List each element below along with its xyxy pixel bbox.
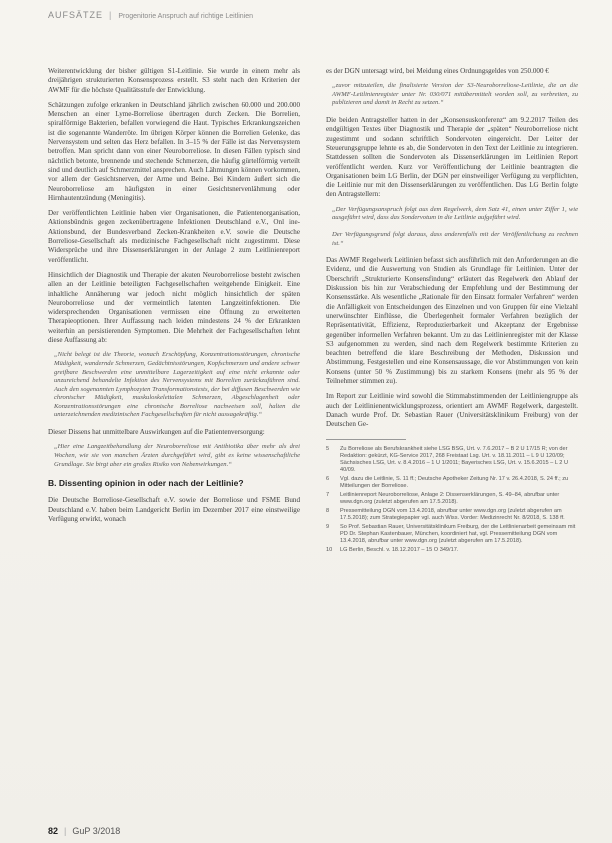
journal-issue: GuP 3/2018 <box>72 826 121 836</box>
footnote <box>326 476 578 490</box>
block-quote: Der Verfügungsgrund folgt daraus, dass anderenfalls mit der Veröffentlichung zu rechnen ist.“ <box>332 230 578 247</box>
footnote-text: LG Berlin, Beschl. v. 18.12.2017 – 15 O 349/17. <box>340 547 459 554</box>
paragraph: es der DGN untersagt wird, bei Meidung eines Ordnungsgeldes von 250.000 € <box>326 67 549 75</box>
footnote-text: Zu Borreliose als Berufskrankheit siehe LSG BSG, Urt. v. 7.6.2017 – B 2 U 17/15 R; von der Redaktion: gekürzt, KG-Service 2017, 268 Freistaat Lsg. Urt. v. 18.11.2011 – L 9 U 120/09; Sächsisches LSG, Urt. v. 8.4.2016 – 1 U 1/2011; Bayerisches LSG, Urt. v. 15.6.2015 – L 2 U 40/09. <box>340 446 569 474</box>
section-label: AUFSÄTZE <box>48 10 104 20</box>
footnote-number: 10 <box>326 547 333 554</box>
footnote <box>326 446 578 474</box>
paragraph: Dieser Dissens hat unmittelbare Auswirkungen auf die Patientenversorgung: <box>48 428 265 437</box>
block-quote: „Nicht belegt ist die Theorie, wonach Erschöpfung, Konzentrationsstörungen, chronische Müdigkeit, wandernde Schmerzen, Gedächtnisstörungen, Kopfschmerzen und andere schwer greifbare Beschwerden eine unmittelbare Lagerzeitigkeit auf eine nicht erkannte oder unzureichend behandelte Infektion des Nervensystems mit Borrelien zurückzuführen sind. Auch den sogenannten Lymphozyten Transformationstests, der bei diffusen Beschwerden wie chronischer Müdigkeit, muskuloskelettalen Schmerzen, Abgeschlagenheit oder Konzentrationsstörungen eine chronische Borreliose nachweisen soll, halten die unterzeichnenden medizinischen Fachgesellschaften für nicht aussagekräftig.“ <box>54 351 300 419</box>
paragraph: Im Report zur Leitlinie wird sowohl die Stimmabstimmenden der Leitliniengruppe als auch der Leitlinienentwicklungsprozess, orientiert am AWMF Regelwerk, dargestellt. Danach wurde Prof. Dr. Sebastian Rauer (Universitätsklinikum Freiburg) von der Deutschen Ge- <box>326 392 578 429</box>
running-header <box>48 10 253 20</box>
block-quote: „zuvor mitzuteilen, die finalisierte Version der S3-Neuroborreliose-Leitlinie, die an die AWMF-Leitlinienregister unter Nr. 030/071 mitübermittelt worden soll, zu verbreiten, zu publizieren und damit in Recht zu setzen.“ <box>332 82 578 107</box>
left-column <box>48 67 300 530</box>
footnote-number: 6 <box>326 476 330 483</box>
block-quote: „Hier eine Langzeitbehandlung der Neuroborreliose mit Antibiotika über mehr als drei Wochen, wie sie von manchen Ärzten durchgeführt wird, gibt es keine wissenschaftliche Grundlage. Sie birgt aber ein großes Risiko von Nebenwirkungen.“ <box>54 443 300 468</box>
page-number: 82 <box>48 826 59 836</box>
paragraph: Der veröffentlichten Leitlinie haben vier Organisationen, die Patientenorganisation, Aktionsbündnis gegen zeckenübertragene Infektionen Deutschland e.V., Onl ine-Aktionsbund, der Bundesverband Zecken-Krankheiten e.V. sowie die Deutsche Borreliose-Gesellschaft als medizinische Fachgesellschaft nicht zugestimmt. Diese Widersprüche und ihre Dissenserklärungen in der Anlage 2 zum Leitlinienreport veröffentlicht. <box>48 209 300 264</box>
block-quote: „Der Verfügungsanspruch folgt aus dem Regelwerk, dem Satz 41, einen unter Ziffer 1, wie ausgeführt wird, dass das Sondervotum in die Leitlinie aufgeführt wird. <box>332 205 578 222</box>
right-column <box>326 67 578 556</box>
footnote-number: 5 <box>326 446 330 453</box>
section-heading: B. Dissenting opinion in oder nach der Leitlinie? <box>48 478 244 489</box>
footnote <box>326 492 578 506</box>
header-separator: | <box>109 10 113 20</box>
footnote <box>326 547 578 554</box>
footer-separator: | <box>64 826 67 836</box>
paragraph: Weiterentwicklung der bisher gültigen S1-Leitlinie. Sie wurde in einem mehr als dreijährigen strukturierten Konsensprozess erstellt. S3 steht nach den Kriterien der AWMF für die höchste Qualitätsstufe der Entwicklung. <box>48 67 300 94</box>
footnote-number: 7 <box>326 492 330 499</box>
footnote-text: Leitlinienreport Neuroborreliose, Anlage 2: Dissenserklärungen, S. 49–84, abrufbar unter www.dgn.org (zuletzt abgerufen am 17.5.2018). <box>340 492 560 506</box>
footnote-number: 8 <box>326 508 330 515</box>
footnote <box>326 508 578 522</box>
page-footer <box>48 826 120 836</box>
footnote-divider <box>326 439 406 440</box>
paragraph: Schätzungen zufolge erkranken in Deutschland jährlich zwischen 60.000 und 200.000 Menschen an einer Lyme-Borreliose übertragen durch Zecken. Die Borrelien, spiralförmige Bakterien, befallen vorwiegend die Haut. Typisches Erkrankungszeichen ist die sogenannte Wanderröte. Im übrigen Körper können die Borrelien Gelenke, das Nervensystem und selten das Herz befallen. In 3–15 % der Fälle ist das Nervensystem betroffen. Man spricht dann von einer Neuroborreliose. In diesen Fällen typisch sind nächtlich betonte, brennende und stechende Schmerzen, die häufig gürtelförmig verteilt sind und deutlich auf Schmerzmittel ansprechen. Auch Lähmungen können vorkommen, vor allem der Gesichtsnerven, der Arme und Beine. Bei Kindern äußert sich die Neuroborreliose am häufigsten in einer Gesichtsnervenlähmung oder Hirnhautentzündung (Meningitis). <box>48 100 300 202</box>
footnote-number: 9 <box>326 524 330 531</box>
footnote-text: So Prof. Sebastian Rauer, Universitätsklinikum Freiburg, der die Leitlinienarbeit gemeinsam mit PD Dr. Stephan Kastenbauer, München, koordiniert hat, vgl. Pressemitteilung DGN vom 13.4.2018, abrufbar unter www.dgn.org (zuletzt abgerufen am 17.5.2018). <box>340 524 576 545</box>
footnote <box>326 524 578 545</box>
paragraph: Die Deutsche Borreliose-Gesellschaft e.V. sowie der Borreliose und FSME Bund Deutschland e.V. haben beim Landgericht Berlin im Dezember 2017 eine einstweilige Verfügung erwirkt, wonach <box>48 496 300 524</box>
paragraph: Die beiden Antragsteller hatten in der „Konsensuskonferenz“ am 9.2.2017 Teilen des endgültigen Textes über Diagnostik und Therapie der „späten“ Neuroborreliose nicht zugestimmt und sodann schriftlich Sondervoten eingereicht. Der Leiter der Steuerungsgruppe lehnte es ab, die Sondervoten in den Text der Leitlinie zu integrieren. Stattdessen sollten die Sondervoten als Dissenserklärungen im Leitlinien Report veröffentlicht werden. Kurz vor Veröffentlichung der Leitlinie beantragten die Organisationen beim LG Berlin, der DGN per einstweiliger Verfügung zu verpflichten, die Leitlinie nur mit den Dissenserklärungen zu veröffentlichen. Das LG Berlin folgte den Antragstellern: <box>326 116 578 199</box>
paragraph: Hinsichtlich der Diagnostik und Therapie der akuten Neuroborreliose besteht zwischen allen an der Leitlinie beteiligten Fachgesellschaften weitgehende Einigkeit. Eine inhaltliche Annäherung war jedoch nicht möglich hinsichtlich der späten Neuroborreliose und der vermeintlich latenten Langzeitinfektionen. Die widersprechenden Organisationen vermissen eine Öffnung zu erweiterten Therapieoptionen. Ihrer Auffassung nach leiden mindestens 24 % der Erkrankten weiterhin an persistierenden Symptomen. Die Mehrheit der Fachgesellschaften lehnt diese Auffassung ab: <box>48 270 300 345</box>
footnotes <box>326 446 578 554</box>
running-title: Progenitorie Anspruch auf richtige Leitlinien <box>118 13 253 20</box>
paragraph: Das AWMF Regelwerk Leitlinien befasst sich ausführlich mit den Anforderungen an die Evidenz, und die Auswertung von Studien als Grundlage für Leitlinien. Unter der Überschrift „Strukturierte Konsensfindung“ erläutert das Regelwerk den Ablauf der Diskussion bis hin zur Verabschiedung der Empfehlung und der Bestimmung der Konsensstärke. Als wesentliche „Rationale für den Einsatz formaler Verfahren“ werden die Anfälligkeit von Entscheidungen des Einzelnen und von Gruppen für eine Vielzahl unerwünschter Einflüsse, die Überlegenheit formaler Verfahren bezüglich der Repräsentativität, Effizienz, Reproduzierbarkeit und Akzeptanz der Ergebnisse gegenüber informellen Verfahren bekannt. Um zu das Leitlinienregister mit der Klasse S3 aufgenommen zu werden, sind nach dem Regelwerk bestimmte Kriterien zu beachten betreffend die klare Beschreibung der Methoden, Diskussion und Abstimmung, Festgestellen und eine Konsensaussage, die vor Abstimmungen von kein Konsens (unter 50 % Zustimmung) bis zu starkem Konsens (mehr als 95 % der Teilnehmer stimmen zu). <box>326 256 578 385</box>
footnote-text: Pressemitteilung DGN vom 13.4.2018, abrufbar unter www.dgn.org (zuletzt abgerufen am 17.5.2018); zum Strategiepapier vgl. auch Wiss. Vorder: Medizinrecht Nr. 8/2018, S. 138 ff. <box>340 508 565 522</box>
footnote-text: Vgl. dazu die Leitlinie, S. 11 ff.; Deutsche Apotheker Zeitung Nr. 17 v. 26.4.2018, S. 24 ff.; zu Mitteilungen der Borreliose. <box>340 476 569 490</box>
